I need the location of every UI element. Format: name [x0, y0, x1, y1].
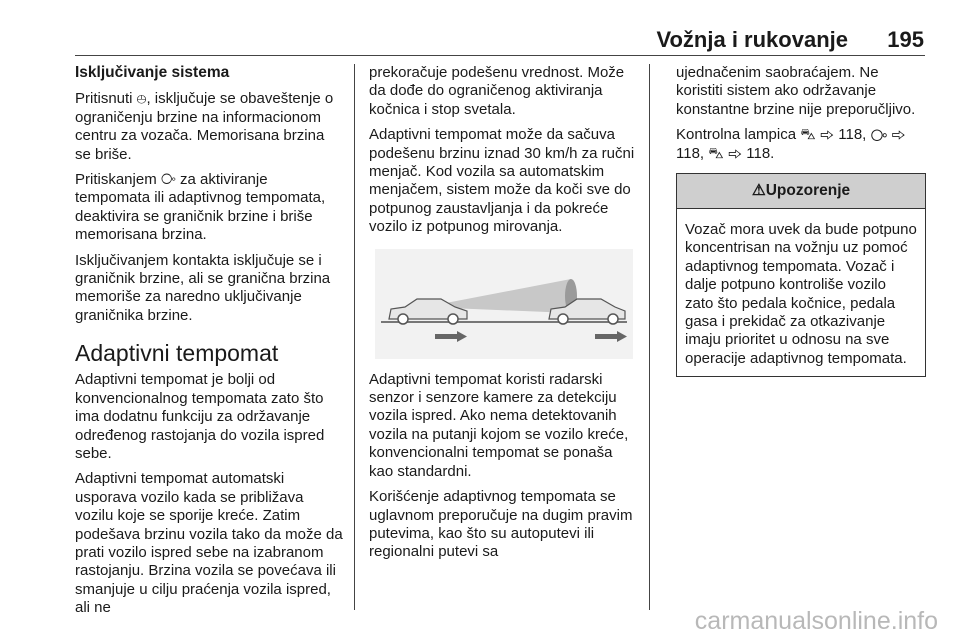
paragraph: Adaptivni tempomat je bolji od konvencionalnog tempomata zato što ima dodatnu funkciju za održavanje određenog rastojanja do vozila ispred sebe. — [75, 371, 325, 462]
section-title: Vožnja i rukovanje — [656, 27, 848, 52]
page-number: 195 — [887, 27, 924, 52]
paragraph: Korišćenje adaptivnog tempomata se uglavnom preporučuje na dugim pravim putevima, kao što su autoputevi ili regionalni putevi sa — [369, 488, 633, 561]
column-2 — [369, 64, 637, 569]
paragraph: Adaptivni tempomat može da sačuva podešenu brzinu iznad 30 km/h za ručni menjač. Kod vozila sa automatskim menjačem, sistem može da koči sve do potpunog zaustavljanja i da pokreće vozilo iz potpunog mirovanja. — [369, 126, 635, 236]
column-divider — [649, 64, 650, 610]
heading-adaptive-cruise: Adaptivni tempomat — [75, 340, 279, 367]
watermark: carmanualsonline.info — [694, 607, 938, 635]
warning-title: ⚠Upozorenje — [677, 174, 925, 209]
column-1 — [75, 64, 343, 625]
heading-system-off: Isključivanje sistema — [75, 64, 230, 81]
indicator-reference: Kontrolna lampica ⛍ ⇨ 118, ⧂ ⇨ 118, ⛍ ⇨ 118. — [676, 126, 906, 162]
paragraph: Adaptivni tempomat automatski usporava vozilo kada se približava vozilu koje se sporije kreće. Zatim podešava brzinu vozila tako da može da prati vozilo ispred sebe na izabranom rastojanju. Brzina vozila se povećava ili smanjuje u cilju praćenja vozila ispred, ali ne — [75, 470, 343, 617]
paragraph: prekoračuje podešenu vrednost. Može da dođe do ograničenog aktiviranja kočnica i stop svetala. — [369, 64, 625, 118]
warning-text: Vozač mora uvek da bude potpuno koncentrisan na vožnju uz pomoć adaptivnog tempomata. Vozač i dalje potpuno kontroliše vozilo zato što pedala kočnice, pedala gasa i prekidač za otkazivanje imaju prioritet u odnosu na sve operacije adaptivnog tempomata. — [685, 221, 917, 367]
warning-box — [676, 173, 926, 377]
paragraph: Pritiskanjem ⧂ za aktiviranje tempomata ili adaptivnog tempomata, deaktivira se graničnik brzine i briše memorisana brzina. — [75, 171, 326, 244]
paragraph: Isključivanjem kontakta isključuje se i graničnik brzine, ali se granična brzina memoriše za naredno uključivanje graničnika brzine. — [75, 251, 331, 324]
paragraph: Adaptivni tempomat koristi radarski senzor i senzore kamere za detekciju vozila ispred. Ako nema detektovanih vozila na putanji kojom se vozilo kreće, konvencionalni tempomat se ponaša kao standardni. — [369, 370, 629, 480]
paragraph: ujednačenim saobraćajem. Ne koristiti sistem ako održavanje konstantne brzine nije preporučljivo. — [676, 64, 916, 118]
page-header — [0, 0, 960, 52]
radar-illustration — [375, 249, 633, 359]
header-divider — [75, 55, 925, 56]
column-divider — [354, 64, 355, 610]
paragraph: Pritisnuti ⦺, isključuje se obaveštenje o ograničenju brzine na informacionom centru za vozača. Memorisana brzina se briše. — [75, 90, 334, 163]
column-3 — [676, 64, 926, 377]
